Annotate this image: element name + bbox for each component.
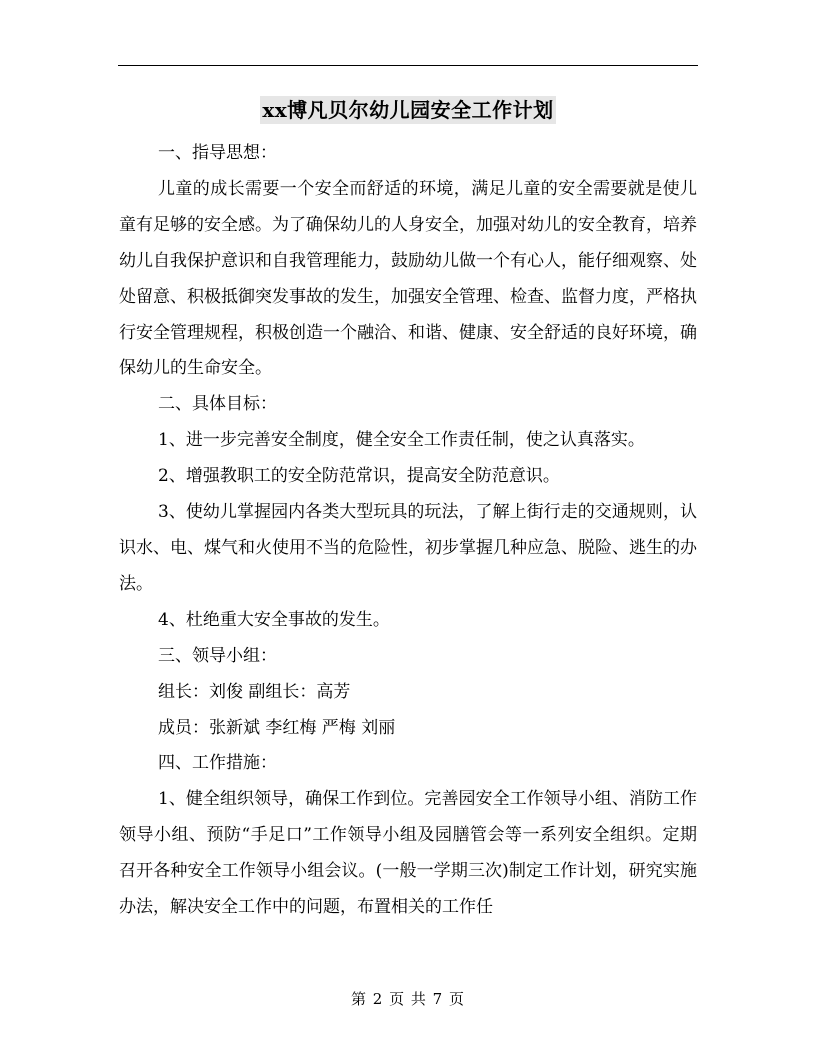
- page-footer: 第 2 页 共 7 页: [351, 990, 465, 1008]
- measure-item-1: 1、健全组织领导，确保工作到位。完善园安全工作领导小组、消防工作领导小组、预防“手足口”工作领导小组及园膳管会等一系列安全组织。定期召开各种安全工作领导小组会议。(一般一学期三次)制定工作计划，研究实施办法，解决安全工作中的问题，布置相关的工作任: [119, 789, 697, 918]
- section-heading-specific-goals: 二、具体目标：: [158, 394, 277, 415]
- goal-item-3: 3、使幼儿掌握园内各类大型玩具的玩法，了解上街行走的交通规则，认识水、电、煤气和火使用不当的危险性，初步掌握几种应急、脱险、逃生的办法。: [119, 502, 697, 594]
- goal-item-4: 4、杜绝重大安全事故的发生。: [158, 609, 390, 630]
- section-heading-guiding-ideology: 一、指导思想：: [158, 143, 277, 163]
- leadership-members: 成员：张新斌 李红梅 严梅 刘丽: [158, 717, 396, 738]
- document-title: xx博凡贝尔幼儿园安全工作计划: [262, 98, 554, 122]
- goal-item-2: 2、增强教职工的安全防范常识，提高安全防范意识。: [158, 466, 560, 487]
- document-body: [119, 136, 697, 926]
- header-rule: [118, 65, 698, 66]
- section-heading-work-measures: 四、工作措施：: [158, 753, 277, 774]
- title-container: [0, 96, 816, 124]
- paragraph-guiding-ideology: 儿童的成长需要一个安全而舒适的环境，满足儿童的安全需要就是使儿童有足够的安全感。为了确保幼儿的人身安全，加强对幼儿的安全教育，培养幼儿自我保护意识和自我管理能力，鼓励幼儿做一个有心人，能仔细观察、处处留意、积极抵御突发事故的发生，加强安全管理、检查、监督力度，严格执行安全管理规程，积极创造一个融洽、和谐、健康、安全舒适的良好环境，确保幼儿的生命安全。: [119, 178, 697, 379]
- goal-item-1: 1、进一步完善安全制度，健全安全工作责任制，使之认真落实。: [158, 430, 645, 451]
- section-heading-leadership-group: 三、领导小组：: [158, 645, 277, 666]
- leadership-leaders: 组长：刘俊 副组长：高芳: [158, 681, 351, 702]
